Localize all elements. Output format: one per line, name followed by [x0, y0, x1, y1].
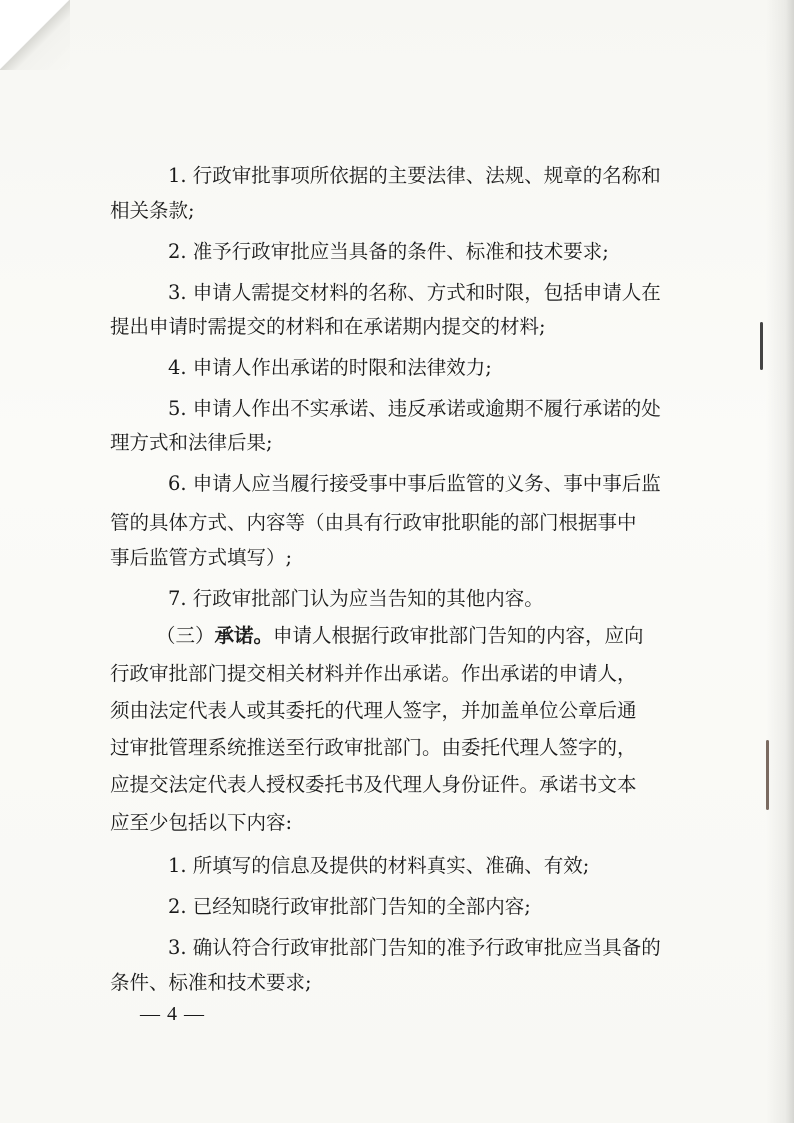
- paragraph-line: 1. 所填写的信息及提供的材料真实、准确、有效;: [168, 854, 590, 877]
- paragraph-line: 应提交法定代表人授权委托书及代理人身份证件。承诺书文本: [110, 773, 637, 796]
- paragraph-line: 3. 申请人需提交材料的名称、方式和时限，包括申请人在: [168, 281, 661, 304]
- paragraph-line: 管的具体方式、内容等（由具有行政审批职能的部门根据事中: [110, 511, 637, 534]
- paragraph-line: 6. 申请人应当履行接受事中事后监管的义务、事中事后监: [168, 472, 661, 495]
- paragraph-line: 行政审批部门提交相关材料并作出承诺。作出承诺的申请人，: [110, 662, 637, 685]
- section-heading-line: [110, 626, 710, 646]
- section-text: 申请人根据行政审批部门告知的内容，应向: [273, 624, 644, 647]
- paragraph-line: 应至少包括以下内容:: [110, 811, 293, 834]
- scan-edge-shadow: [766, 0, 794, 1123]
- paragraph-line: 2. 准予行政审批应当具备的条件、标准和技术要求;: [168, 240, 609, 263]
- paragraph-line: 须由法定代表人或其委托的代理人签字，并加盖单位公章后通: [110, 699, 637, 722]
- paragraph-line: 过审批管理系统推送至行政审批部门。由委托代理人签字的，: [110, 736, 637, 759]
- page-number: — 4 —: [140, 1003, 205, 1025]
- paragraph-line: 相关条款;: [110, 199, 195, 222]
- paragraph-line: 提出申请时需提交的材料和在承诺期内提交的材料;: [110, 315, 546, 338]
- page-corner-fold: [0, 0, 70, 70]
- section-number: （三）: [156, 624, 215, 647]
- paragraph-line: 条件、标准和技术要求;: [110, 971, 312, 994]
- paragraph-line: 2. 已经知晓行政审批部门告知的全部内容;: [168, 895, 531, 918]
- scan-mark: [766, 740, 769, 810]
- paragraph-line: 4. 申请人作出承诺的时限和法律效力;: [168, 356, 492, 379]
- paragraph-line: 1. 行政审批事项所依据的主要法律、法规、规章的名称和: [168, 164, 661, 187]
- paragraph-line: 事后监管方式填写）;: [110, 546, 293, 569]
- paragraph-line: 5. 申请人作出不实承诺、违反承诺或逾期不履行承诺的处: [168, 397, 661, 420]
- section-title: 承诺。: [214, 624, 274, 647]
- paragraph-line: 理方式和法律后果;: [110, 431, 273, 454]
- paragraph-line: 3. 确认符合行政审批部门告知的准予行政审批应当具备的: [168, 936, 661, 959]
- paragraph-line: 7. 行政审批部门认为应当告知的其他内容。: [168, 587, 544, 610]
- scan-mark: [760, 322, 763, 370]
